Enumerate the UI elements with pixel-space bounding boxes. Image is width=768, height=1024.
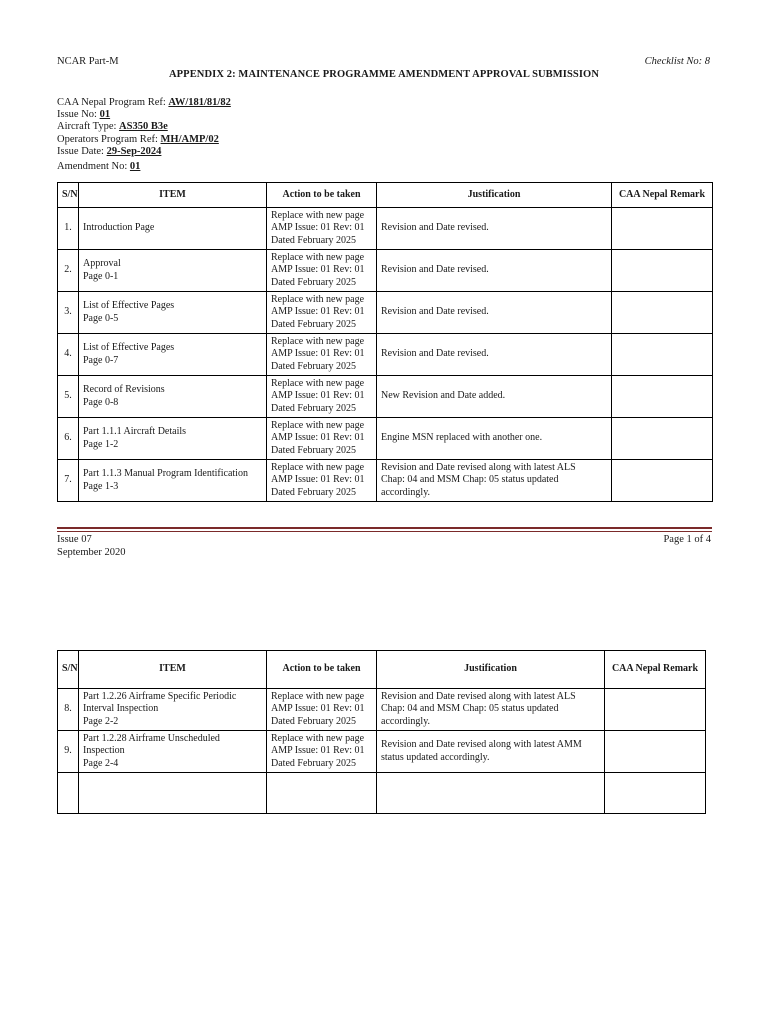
amendment-no-value: 01 bbox=[129, 161, 141, 173]
cell-justification-line: Revision and Date revised along with latest ALS bbox=[381, 690, 576, 702]
cell-sn: 2. bbox=[58, 250, 79, 292]
cell-justification bbox=[377, 376, 612, 418]
cell-item bbox=[79, 250, 267, 292]
cell-action-line: Dated February 2025 bbox=[271, 402, 356, 414]
cell-justification-line: Revision and Date revised. bbox=[381, 264, 489, 276]
cell-justification bbox=[377, 250, 612, 292]
page-number: Page 1 of 4 bbox=[663, 534, 711, 545]
cell-remark bbox=[605, 689, 706, 731]
cell-action-line: AMP Issue: 01 Rev: 01 bbox=[271, 264, 365, 276]
table-row bbox=[58, 376, 713, 418]
table-header-row bbox=[58, 651, 706, 689]
cell-remark bbox=[612, 292, 713, 334]
cell-justification bbox=[377, 334, 612, 376]
cell-item-line: Part 1.2.26 Airframe Specific Periodic bbox=[83, 690, 237, 702]
operators-ref-line bbox=[57, 134, 231, 146]
footer-rule-thin bbox=[57, 531, 712, 532]
issue-date-label: Issue Date: bbox=[57, 145, 104, 157]
cell-justification bbox=[377, 208, 612, 250]
cell-action-line: Replace with new page bbox=[271, 377, 365, 389]
cell-action-line: Dated February 2025 bbox=[271, 444, 356, 456]
cell-sn: 7. bbox=[58, 460, 79, 502]
cell-action-line: Replace with new page bbox=[271, 419, 365, 431]
empty-table-row bbox=[58, 773, 706, 814]
issue-no-value: 01 bbox=[99, 109, 111, 121]
cell-item-line: Page 0-5 bbox=[83, 312, 119, 324]
table-row bbox=[58, 418, 713, 460]
cell-justification-line: Engine MSN replaced with another one. bbox=[381, 432, 543, 444]
cell-item-line: Record of Revisions bbox=[83, 383, 165, 395]
cell-justification bbox=[377, 292, 612, 334]
cell-item-line: Part 1.1.3 Manual Program Identification bbox=[83, 467, 248, 479]
program-ref-label: CAA Nepal Program Ref: bbox=[57, 97, 166, 108]
footer-date: September 2020 bbox=[57, 546, 126, 558]
cell-action bbox=[267, 689, 377, 731]
cell-justification-line: accordingly. bbox=[381, 486, 431, 498]
cell-item-line: Inspection bbox=[83, 745, 125, 757]
issue-no-label: Issue No: bbox=[57, 109, 97, 121]
cell-justification bbox=[377, 460, 612, 502]
operators-ref-label: Operators Program Ref: bbox=[57, 133, 158, 145]
cell-sn: 5. bbox=[58, 376, 79, 418]
cell-justification-line: Revision and Date revised. bbox=[381, 348, 489, 360]
cell-item bbox=[79, 731, 267, 773]
cell-item bbox=[79, 460, 267, 502]
issue-date-value: 29-Sep-2024 bbox=[106, 145, 162, 157]
header-remark: CAA Nepal Remark bbox=[605, 651, 706, 689]
issue-no-line bbox=[57, 109, 231, 121]
program-ref-line bbox=[57, 97, 231, 109]
footer-issue-block bbox=[57, 534, 126, 559]
cell-justification-line: New Revision and Date added. bbox=[381, 390, 506, 402]
aircraft-type-value: AS350 B3e bbox=[119, 121, 168, 133]
cell-item-line: Page 2-2 bbox=[83, 715, 119, 727]
cell-sn: 4. bbox=[58, 334, 79, 376]
cell-justification-line: Revision and Date revised. bbox=[381, 306, 489, 318]
cell-justification-line: Chap: 04 and MSM Chap: 05 status updated bbox=[381, 474, 559, 486]
header-justification: Justification bbox=[377, 651, 605, 689]
cell-item bbox=[79, 418, 267, 460]
cell-action-line: Dated February 2025 bbox=[271, 715, 356, 727]
header-item: ITEM bbox=[79, 651, 267, 689]
cell-action-line: Replace with new page bbox=[271, 335, 365, 347]
amendment-no-label: Amendment No: bbox=[57, 161, 128, 173]
cell-item-line: Part 1.1.1 Aircraft Details bbox=[83, 425, 187, 437]
empty-cell bbox=[267, 773, 377, 814]
cell-action bbox=[267, 418, 377, 460]
cell-action-line: Dated February 2025 bbox=[271, 276, 356, 288]
page-title: APPENDIX 2: MAINTENANCE PROGRAMME AMENDMENT APPROVAL SUBMISSION bbox=[168, 69, 600, 80]
table-row bbox=[58, 334, 713, 376]
cell-action-line: Dated February 2025 bbox=[271, 318, 356, 330]
cell-action-line: Replace with new page bbox=[271, 690, 365, 702]
cell-action bbox=[267, 208, 377, 250]
cell-action-line: AMP Issue: 01 Rev: 01 bbox=[271, 306, 365, 318]
amendment-no-line bbox=[57, 161, 231, 173]
empty-cell bbox=[605, 773, 706, 814]
cell-action-line: AMP Issue: 01 Rev: 01 bbox=[271, 745, 365, 757]
cell-sn: 3. bbox=[58, 292, 79, 334]
amendment-table-page-1 bbox=[57, 182, 713, 502]
checklist-number: Checklist No: 8 bbox=[644, 56, 710, 67]
table-row bbox=[58, 250, 713, 292]
cell-item-line: Page 1-2 bbox=[83, 438, 119, 450]
cell-action bbox=[267, 460, 377, 502]
cell-remark bbox=[612, 208, 713, 250]
cell-item bbox=[79, 689, 267, 731]
empty-cell bbox=[58, 773, 79, 814]
cell-action-line: AMP Issue: 01 Rev: 01 bbox=[271, 474, 365, 486]
cell-sn: 9. bbox=[58, 731, 79, 773]
empty-cell bbox=[377, 773, 605, 814]
header-item: ITEM bbox=[79, 183, 267, 208]
cell-remark bbox=[612, 418, 713, 460]
cell-justification-line: accordingly. bbox=[381, 715, 431, 727]
cell-item bbox=[79, 208, 267, 250]
cell-remark bbox=[612, 376, 713, 418]
cell-item-line: Page 0-1 bbox=[83, 270, 119, 282]
footer-rule bbox=[57, 527, 712, 529]
cell-justification-line: Revision and Date revised along with latest ALS bbox=[381, 461, 576, 473]
header-action: Action to be taken bbox=[267, 183, 377, 208]
cell-justification-line: Chap: 04 and MSM Chap: 05 status updated bbox=[381, 703, 559, 715]
cell-action-line: Dated February 2025 bbox=[271, 486, 356, 498]
cell-sn: 8. bbox=[58, 689, 79, 731]
header-action: Action to be taken bbox=[267, 651, 377, 689]
cell-justification bbox=[377, 689, 605, 731]
cell-action bbox=[267, 292, 377, 334]
table-row bbox=[58, 208, 713, 250]
cell-remark bbox=[612, 460, 713, 502]
cell-justification bbox=[377, 731, 605, 773]
amendment-table-page-2 bbox=[57, 650, 706, 814]
cell-item-line: List of Effective Pages bbox=[83, 341, 175, 353]
aircraft-type-label: Aircraft Type: bbox=[57, 121, 117, 133]
header-sn: S/N bbox=[58, 183, 79, 208]
cell-action bbox=[267, 250, 377, 292]
cell-action-line: AMP Issue: 01 Rev: 01 bbox=[271, 703, 365, 715]
cell-item-line: List of Effective Pages bbox=[83, 299, 175, 311]
cell-item-line: Page 2-4 bbox=[83, 757, 119, 769]
cell-item-line: Part 1.2.28 Airframe Unscheduled bbox=[83, 732, 220, 744]
header-justification: Justification bbox=[377, 183, 612, 208]
cell-action-line: AMP Issue: 01 Rev: 01 bbox=[271, 222, 365, 234]
cell-action-line: Replace with new page bbox=[271, 209, 365, 221]
cell-item-line: Page 1-3 bbox=[83, 480, 119, 492]
cell-action bbox=[267, 334, 377, 376]
cell-item-line: Page 0-8 bbox=[83, 396, 119, 408]
cell-sn: 1. bbox=[58, 208, 79, 250]
cell-action-line: AMP Issue: 01 Rev: 01 bbox=[271, 432, 365, 444]
table-header-row bbox=[58, 183, 713, 208]
cell-action-line: Replace with new page bbox=[271, 293, 365, 305]
program-ref-value: AW/181/81/82 bbox=[168, 97, 231, 108]
cell-justification bbox=[377, 418, 612, 460]
table-row bbox=[58, 460, 713, 502]
cell-item bbox=[79, 292, 267, 334]
aircraft-type-line bbox=[57, 121, 231, 133]
cell-item-line: Approval bbox=[83, 257, 121, 269]
table-row bbox=[58, 292, 713, 334]
cell-justification-line: status updated accordingly. bbox=[381, 751, 490, 763]
header-sn: S/N bbox=[58, 651, 79, 689]
table-body-page-1 bbox=[58, 208, 713, 502]
cell-justification-line: Revision and Date revised. bbox=[381, 222, 489, 234]
cell-action-line: Dated February 2025 bbox=[271, 360, 356, 372]
cell-action-line: AMP Issue: 01 Rev: 01 bbox=[271, 390, 365, 402]
cell-item-line: Page 0-7 bbox=[83, 354, 119, 366]
cell-action bbox=[267, 376, 377, 418]
cell-remark bbox=[605, 731, 706, 773]
footer-issue: Issue 07 bbox=[57, 534, 92, 545]
cell-item bbox=[79, 376, 267, 418]
document-code: NCAR Part-M bbox=[57, 56, 119, 67]
cell-item bbox=[79, 334, 267, 376]
cell-action-line: AMP Issue: 01 Rev: 01 bbox=[271, 348, 365, 360]
cell-item-line: Interval Inspection bbox=[83, 703, 159, 715]
header-remark: CAA Nepal Remark bbox=[612, 183, 713, 208]
cell-remark bbox=[612, 334, 713, 376]
operators-ref-value: MH/AMP/02 bbox=[160, 133, 219, 145]
cell-sn: 6. bbox=[58, 418, 79, 460]
table-body-page-2 bbox=[58, 689, 706, 814]
cell-remark bbox=[612, 250, 713, 292]
empty-cell bbox=[79, 773, 267, 814]
table-row bbox=[58, 689, 706, 731]
document-meta bbox=[57, 97, 231, 173]
cell-item-line: Introduction Page bbox=[83, 222, 155, 234]
cell-action-line: Replace with new page bbox=[271, 251, 365, 263]
table-row bbox=[58, 731, 706, 773]
issue-date-line bbox=[57, 146, 231, 158]
cell-action-line: Dated February 2025 bbox=[271, 234, 356, 246]
cell-action bbox=[267, 731, 377, 773]
cell-action-line: Dated February 2025 bbox=[271, 757, 356, 769]
cell-justification-line: Revision and Date revised along with latest AMM bbox=[381, 738, 582, 750]
cell-action-line: Replace with new page bbox=[271, 732, 365, 744]
cell-action-line: Replace with new page bbox=[271, 461, 365, 473]
